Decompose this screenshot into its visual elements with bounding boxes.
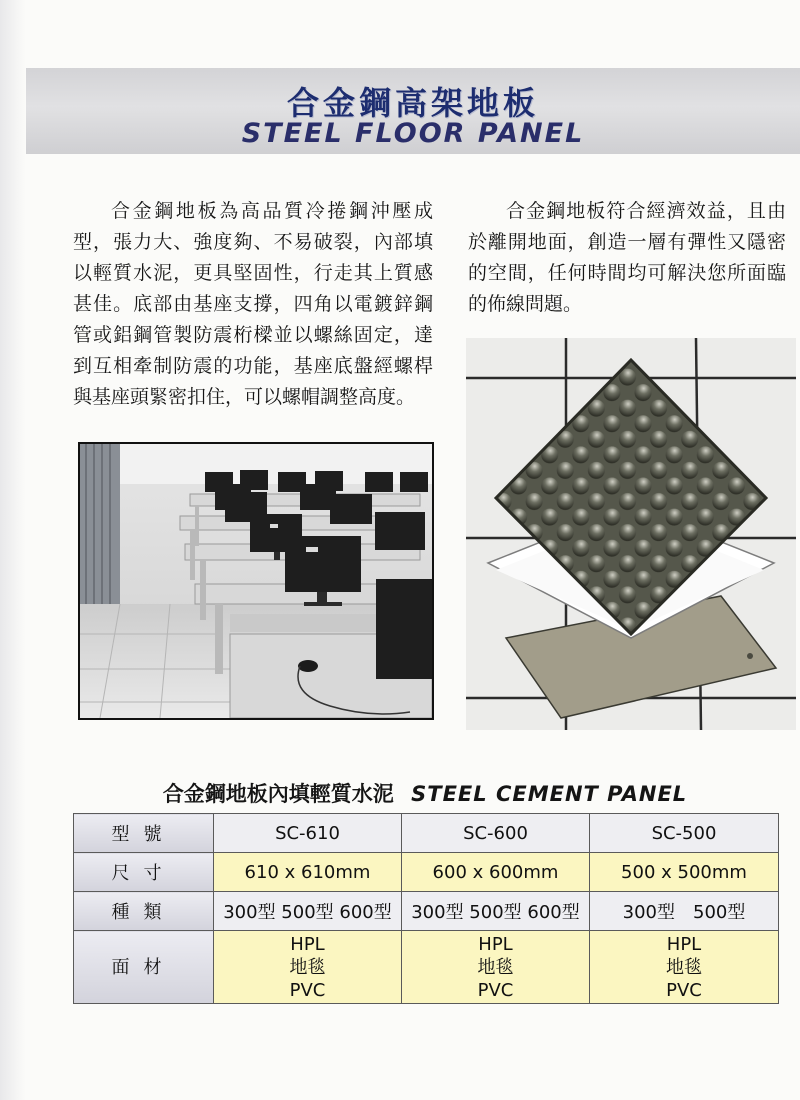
- table-row-material: [74, 931, 779, 1004]
- cell-model-2: SC-600: [402, 814, 590, 853]
- material-carpet: 地毯: [289, 956, 326, 978]
- cell-material-1: [214, 931, 402, 1004]
- cell-type-3: 300型 500型: [590, 892, 779, 931]
- table-row-type: [74, 892, 779, 931]
- page-subtitle: STEEL FLOOR PANEL: [241, 118, 585, 149]
- row-label-material: 面材: [74, 931, 214, 1004]
- material-carpet: 地毯: [666, 956, 702, 978]
- material-pvc: PVC: [289, 979, 326, 1001]
- material-hpl: HPL: [290, 933, 325, 955]
- cell-type-1: 300型 500型 600型: [214, 892, 402, 931]
- intro-left-paragraph: 合金鋼地板為高品質冷捲鋼沖壓成型，張力大、強度夠、不易破裂，內部填以輕質水泥，更具堅固性，行走其上質感甚佳。底部由基座支撐，四角以電鍍鋅鋼管或鋁鋼管製防震桁樑並以螺絲固定，達到互相牽制防震的功能，基座底盤經螺桿與基座頭緊密扣住，可以螺帽調整高度。: [73, 200, 433, 408]
- spec-table-title: [72, 778, 778, 808]
- page-title: 合金鋼高架地板: [286, 84, 539, 122]
- material-carpet: 地毯: [477, 956, 514, 978]
- table-row-size: [74, 853, 779, 892]
- spec-table: [73, 813, 779, 1004]
- cell-size-1: 610 x 610mm: [214, 853, 402, 892]
- material-hpl: HPL: [666, 933, 702, 955]
- spec-table-title-en: STEEL CEMENT PANEL: [411, 782, 688, 806]
- material-hpl: HPL: [478, 933, 513, 955]
- floor-panel-photo: [466, 338, 796, 730]
- spec-table-title-zh: 合金鋼地板內填輕質水泥: [162, 782, 394, 806]
- row-label-size: 尺寸: [74, 853, 214, 892]
- cell-model-1: SC-610: [214, 814, 402, 853]
- material-pvc: PVC: [666, 979, 702, 1001]
- cell-size-2: 600 x 600mm: [402, 853, 590, 892]
- cell-material-2: [402, 931, 590, 1004]
- cell-size-3: 500 x 500mm: [590, 853, 779, 892]
- cell-model-3: SC-500: [590, 814, 779, 853]
- table-row-model: [74, 814, 779, 853]
- cell-type-2: 300型 500型 600型: [402, 892, 590, 931]
- row-label-type: 種類: [74, 892, 214, 931]
- intro-right-paragraph: 合金鋼地板符合經濟效益，且由於離開地面，創造一層有彈性又隱密的空間，任何時間均可解決您所面臨的佈線問題。: [468, 200, 786, 315]
- cell-material-3: [590, 931, 779, 1004]
- row-label-model: 型號: [74, 814, 214, 853]
- page-binding-edge: [0, 0, 26, 1100]
- computer-lab-photo: [78, 442, 434, 720]
- material-pvc: PVC: [477, 979, 514, 1001]
